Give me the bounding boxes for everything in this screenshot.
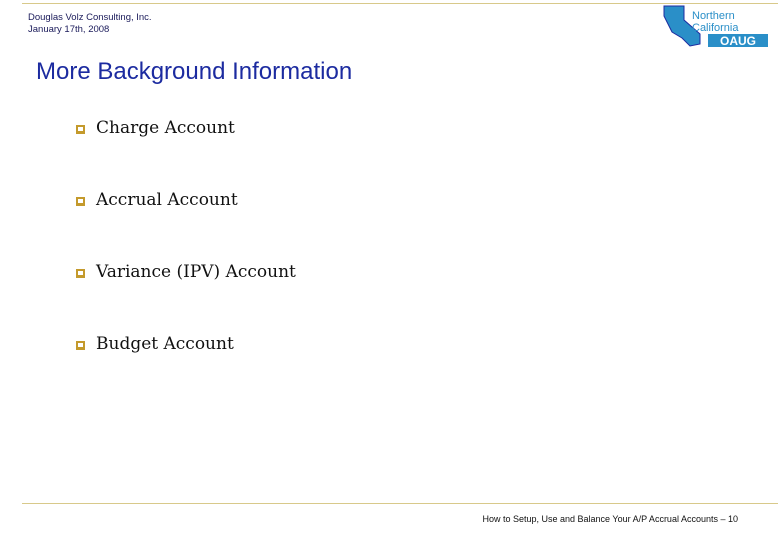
list-item — [76, 118, 296, 190]
bottom-rule — [22, 503, 778, 504]
bullet-text: Variance (IPV) Account — [96, 262, 296, 282]
logo-line2: California — [692, 22, 739, 34]
bullet-text: Budget Account — [96, 334, 234, 354]
square-bullet-icon — [76, 341, 85, 350]
logo-line1: Northern — [692, 10, 735, 22]
list-item — [76, 262, 296, 334]
square-bullet-icon — [76, 269, 85, 278]
slide-title: More Background Information — [36, 58, 353, 85]
square-bullet-icon — [76, 125, 85, 134]
list-item — [76, 190, 296, 262]
bullet-text: Charge Account — [96, 118, 235, 138]
square-bullet-icon — [76, 197, 85, 206]
header-date: January 17th, 2008 — [28, 24, 110, 35]
list-item — [76, 334, 296, 406]
logo-brand: OAUG — [720, 34, 756, 48]
header-company: Douglas Volz Consulting, Inc. — [28, 12, 152, 23]
northern-california-oaug-logo — [660, 4, 772, 48]
bullet-list — [76, 118, 296, 406]
bullet-text: Accrual Account — [96, 190, 238, 210]
footer-text: How to Setup, Use and Balance Your A/P Accrual Accounts – 10 — [482, 514, 738, 524]
